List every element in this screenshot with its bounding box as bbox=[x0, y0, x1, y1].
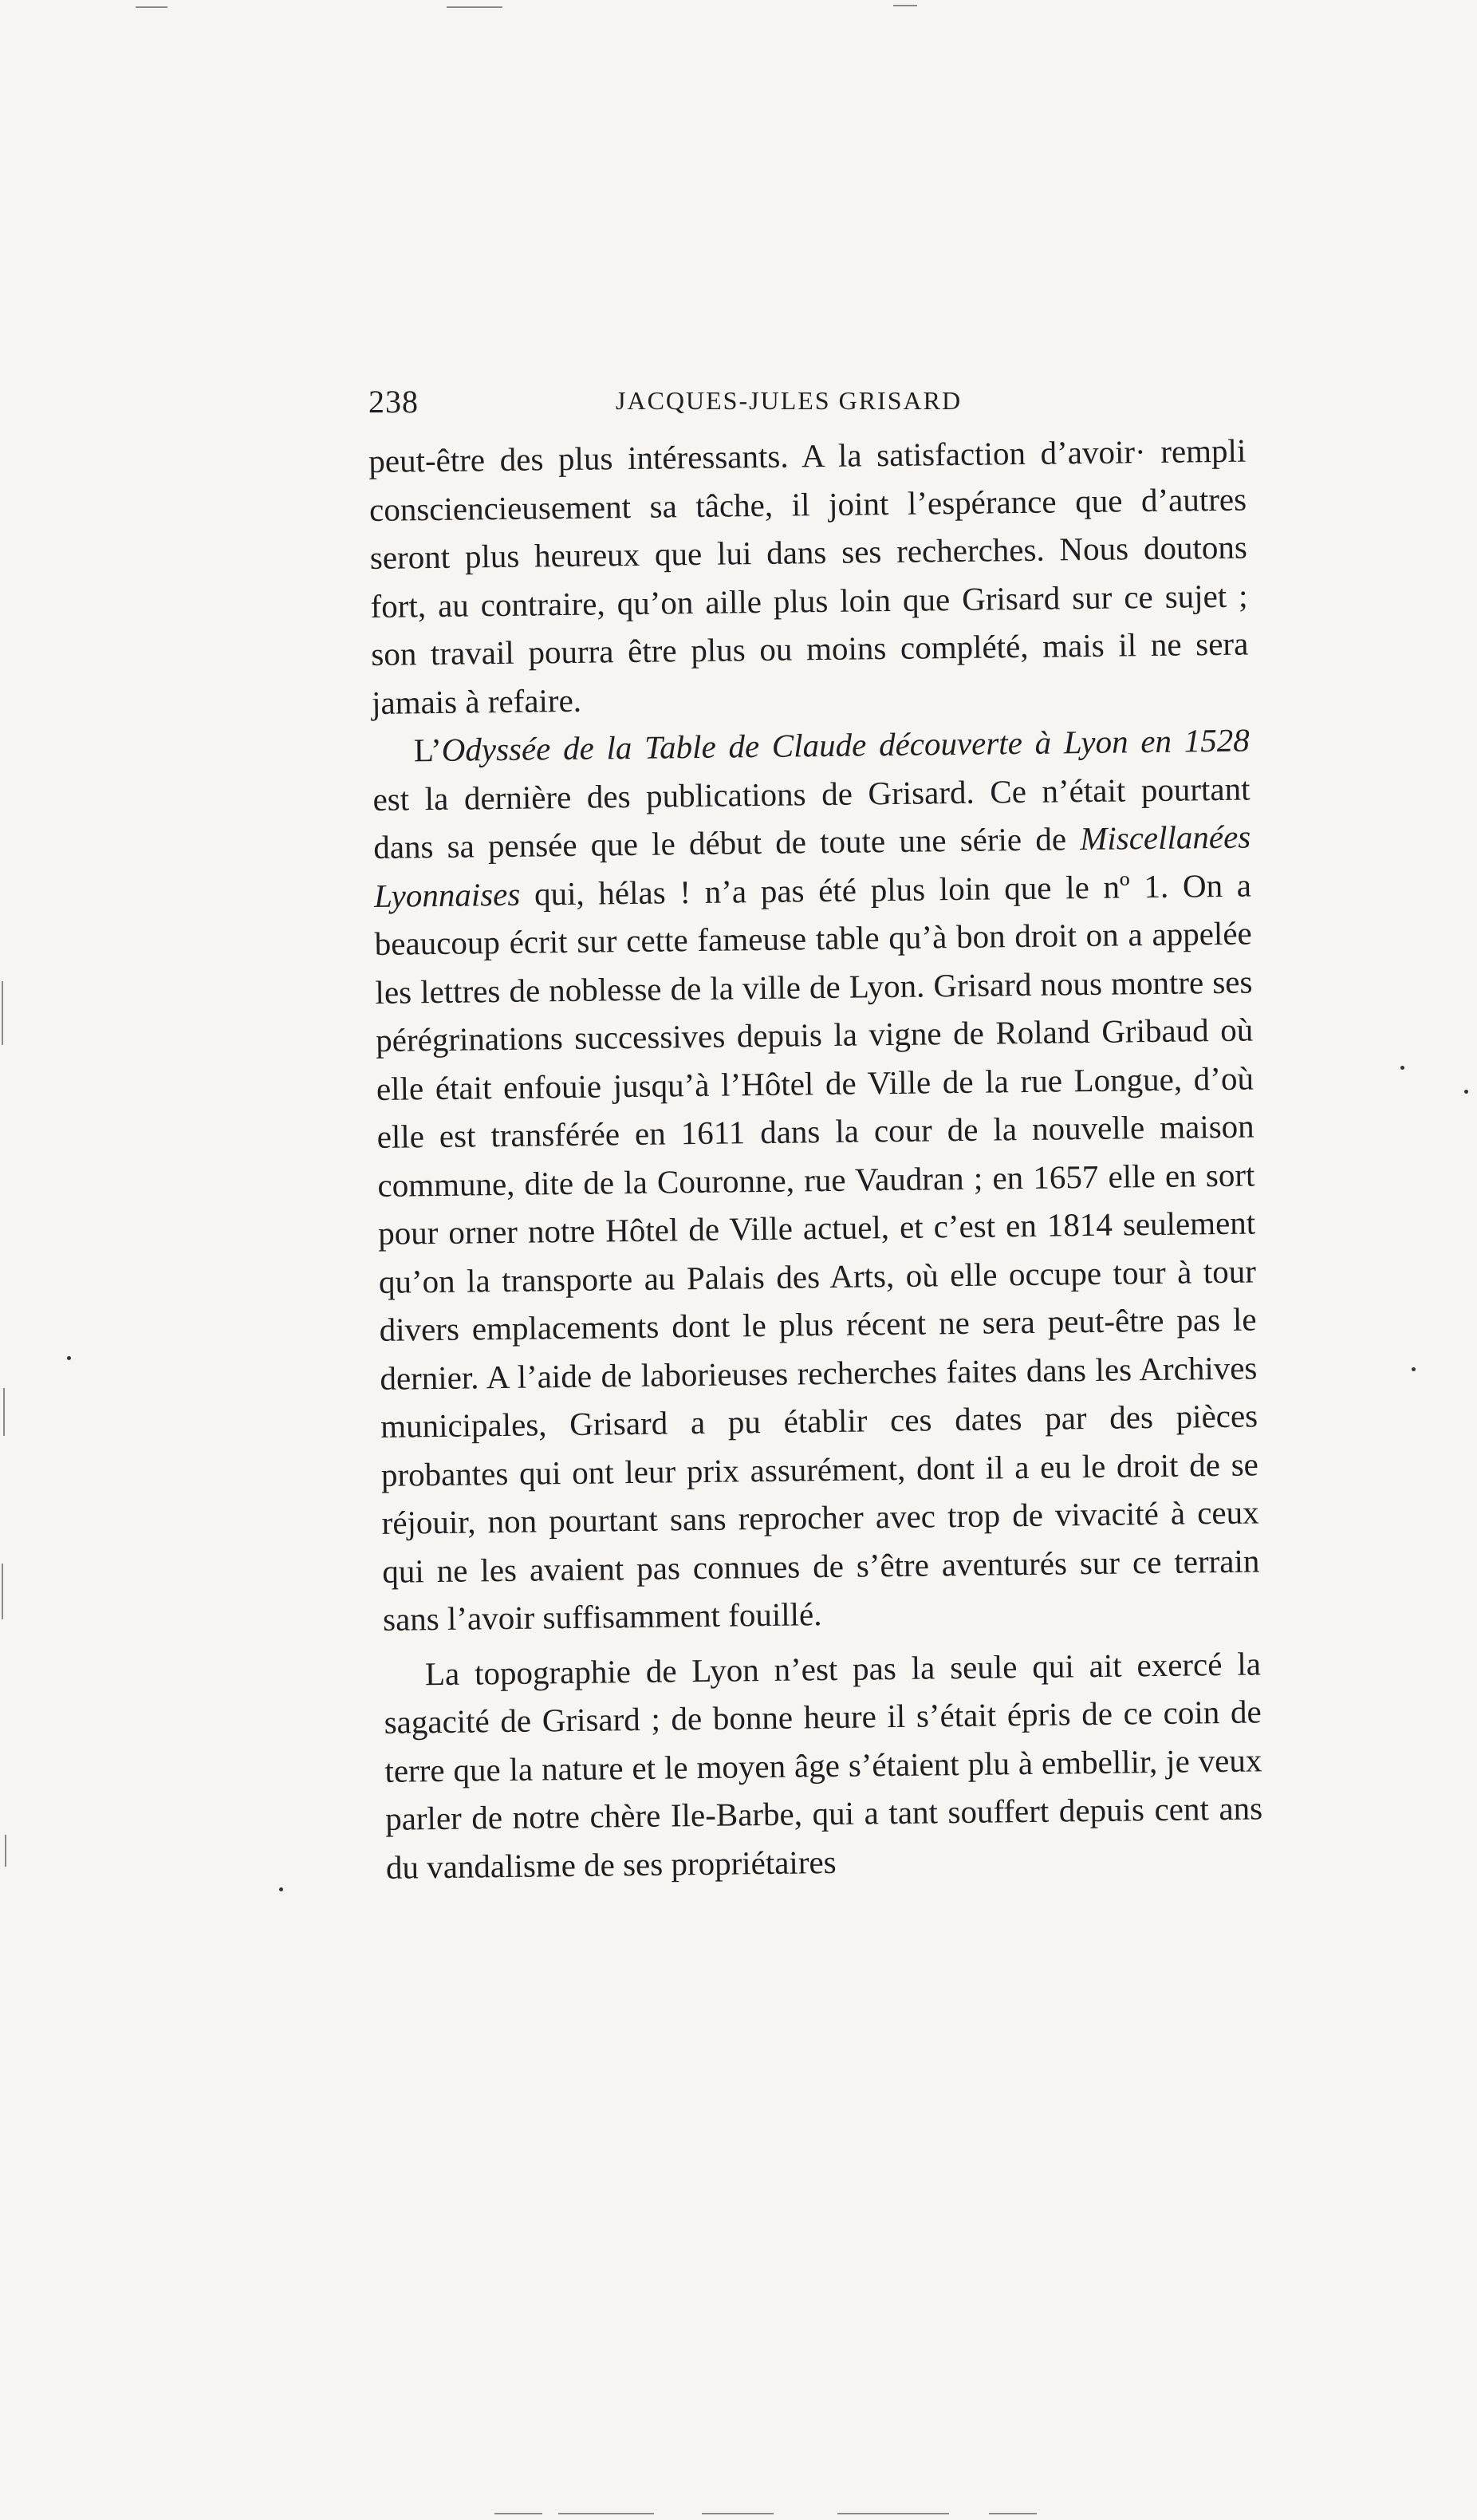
page-header bbox=[368, 383, 1246, 431]
bottom-edge-mark bbox=[494, 2513, 542, 2514]
paragraph bbox=[372, 716, 1260, 1644]
page-number: 238 bbox=[368, 384, 419, 420]
speck bbox=[1400, 1066, 1404, 1070]
running-title: JACQUES-JULES GRISARD bbox=[616, 386, 963, 415]
paragraph-text: L’ bbox=[413, 731, 443, 769]
italic-title: Miscellanées Lyonnaises bbox=[373, 818, 1251, 914]
top-edge-mark bbox=[447, 6, 502, 8]
speck bbox=[1412, 1367, 1416, 1371]
bottom-edge-mark bbox=[989, 2513, 1037, 2514]
speck bbox=[279, 1887, 283, 1891]
paragraph bbox=[368, 427, 1249, 727]
paragraph bbox=[384, 1639, 1264, 1891]
body-text bbox=[368, 427, 1263, 1891]
speck bbox=[1464, 1090, 1468, 1094]
bottom-edge-mark bbox=[702, 2513, 774, 2514]
left-edge-mark bbox=[2, 981, 3, 1045]
left-edge-mark bbox=[5, 1835, 6, 1867]
italic-title: Odyssée de la Table de Claude découverte à Lyon en 1528 bbox=[441, 721, 1251, 768]
paragraph-text: qui, hélas ! n’a pas été plus loin que le nº 1. On a beaucoup écrit sur cette fameuse table qu’à bon droit on a appelée les lettres de noblesse de la ville de Lyon. Grisard nous montre ses pérégrinations successives depuis la vigne de Roland Gribaud où elle était enfouie jusqu’à l’Hôtel de Ville de la rue Longue, d’où elle est transférée en 1611 dans la cour de la nouvelle maison commune, dite de la Couronne, rue Vaudran ; en 1657 elle en sort pour orner notre Hôtel de Ville actuel, et c’est en 1814 seulement qu’on la transporte au Palais des Arts, où elle occupe tour à tour divers emplacements dont le plus récent ne sera peut-être pas le dernier. A l’aide de laborieuses recherches faites dans les Archives municipales, Grisard a pu établir ces dates par des pièces probantes qui ont leur prix assurément, dont il a eu le droit de se réjouir, non pourtant sans reprocher avec trop de vivacité à ceux qui ne les avaient pas connues de s’être aventurés sur ce terrain sans l’avoir suffisamment fouillé. bbox=[374, 866, 1260, 1638]
paragraph-text: peut-être des plus intéressants. A la satisfaction d’avoir· rempli consciencieusement sa tâche, il joint l’espérance que d’autres seront plus heureux que lui dans ses recherches. Nous doutons fort, au contraire, qu’on aille plus loin que Grisard sur ce sujet ; son travail pourra être plus ou moins complété, mais il ne sera jamais à refaire. bbox=[368, 432, 1249, 721]
paragraph-text: La topographie de Lyon n’est pas la seule qui ait exercé la sagacité de Grisard ; de bonne heure il s’était épris de ce coin de terre que la nature et le moyen âge s’étaient plu à embellir, je veux parler de notre chère Ile-Barbe, qui a tant souffert depuis cent ans du vandalisme de ses propriétaires bbox=[384, 1644, 1263, 1886]
bottom-edge-mark bbox=[558, 2513, 654, 2514]
top-edge-mark bbox=[893, 5, 917, 6]
left-edge-mark bbox=[3, 1388, 5, 1436]
top-edge-mark bbox=[136, 6, 167, 8]
left-edge-mark bbox=[2, 1564, 3, 1619]
paragraph-text: est la dernière des publications de Grisard. Ce n’était pourtant dans sa pensée que le début de toute une série de bbox=[372, 770, 1251, 866]
speck bbox=[67, 1356, 71, 1360]
bottom-edge-mark bbox=[837, 2513, 949, 2514]
